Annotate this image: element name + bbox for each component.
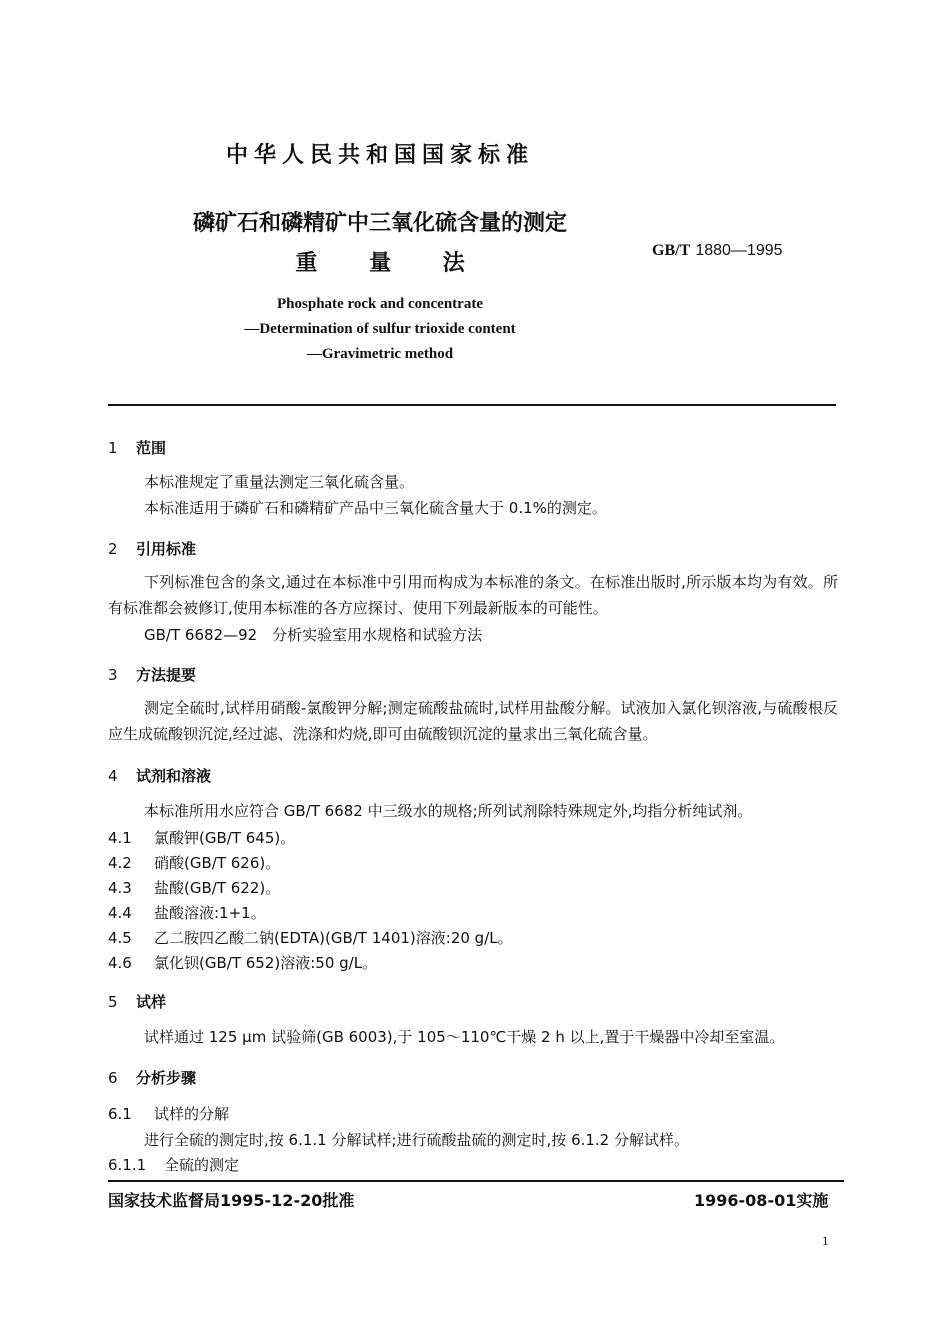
document-subtitle-cn: 重 量 法 (295, 251, 487, 276)
list-item (108, 952, 377, 973)
item-text: 氯化钡(GB/T 652)溶液:50 g/L。 (154, 954, 378, 972)
item-number: 4.5 (108, 929, 132, 947)
standard-code (652, 240, 783, 260)
standard-code-number: 1880—1995 (695, 242, 783, 259)
subsection-number: 6.1 (108, 1105, 132, 1123)
item-number: 4.3 (108, 879, 132, 897)
section-5-number: 5 (108, 993, 118, 1011)
section-3-heading (108, 664, 196, 685)
section-6-number: 6 (108, 1069, 118, 1087)
item-number: 4.4 (108, 904, 132, 922)
document-title-en-line3: —Gravimetric method (306, 346, 454, 362)
section-3-number: 3 (108, 666, 118, 684)
subsection-title: 全硫的测定 (164, 1156, 240, 1174)
item-number: 4.6 (108, 954, 132, 972)
section-1-title: 范围 (136, 439, 167, 457)
section-2-number: 2 (108, 540, 118, 558)
item-text: 硝酸(GB/T 626)。 (154, 854, 281, 872)
subsection-6-1-1 (108, 1154, 239, 1175)
list-item (108, 827, 295, 848)
implementation-date: 1996-08-01实施 (694, 1191, 829, 1210)
section-2-reference: GB/T 6682—92 分析实验室用水规格和试验方法 (144, 626, 483, 644)
list-item (108, 927, 513, 948)
section-4-number: 4 (108, 767, 118, 785)
standard-code-prefix: GB/T (652, 242, 691, 259)
list-item (108, 902, 266, 923)
section-2-heading (108, 538, 196, 559)
footer-divider (108, 1180, 844, 1182)
item-text: 氯酸钾(GB/T 645)。 (154, 829, 296, 847)
section-5-title: 试样 (136, 993, 167, 1011)
item-text: 盐酸(GB/T 622)。 (154, 879, 281, 897)
section-1-paragraph-2: 本标准适用于磷矿石和磷精矿产品中三氧化硫含量大于 0.1%的测定。 (144, 499, 607, 517)
header-divider (108, 404, 836, 406)
section-2-paragraph: 下列标准包含的条文,通过在本标准中引用而构成为本标准的条文。在标准出版时,所示版本均为有效。所有标准都会被修订,使用本标准的各方应探讨、使用下列最新版本的可能性。 (108, 573, 838, 617)
national-standard-heading: 中华人民共和国国家标准 (225, 143, 534, 168)
section-1-heading (108, 437, 166, 458)
section-3-paragraph: 测定全硫时,试样用硝酸-氯酸钾分解;测定硫酸盐硫时,试样用盐酸分解。试液加入氯化钡溶液,与硫酸根反应生成硫酸钡沉淀,经过滤、洗涤和灼烧,即可由硫酸钡沉淀的量求出三氧化硫含量。 (108, 699, 838, 743)
document-title-en-line1: Phosphate rock and concentrate (277, 296, 483, 312)
section-2-title: 引用标准 (136, 540, 197, 558)
page-number: 1 (822, 1233, 829, 1248)
section-3-title: 方法提要 (136, 666, 197, 684)
item-text: 盐酸溶液:1+1。 (154, 904, 266, 922)
document-title-en-line2: —Determination of sulfur trioxide content (244, 321, 516, 337)
subsection-6-1-paragraph: 进行全硫的测定时,按 6.1.1 分解试样;进行硫酸盐硫的测定时,按 6.1.2 分解试样。 (144, 1131, 689, 1149)
list-item (108, 852, 280, 873)
subsection-number: 6.1.1 (108, 1156, 147, 1174)
document-title-cn: 磷矿石和磷精矿中三氧化硫含量的测定 (192, 211, 567, 236)
approval-date: 国家技术监督局1995-12-20批准 (108, 1191, 355, 1210)
section-6-title: 分析步骤 (136, 1069, 197, 1087)
section-4-title: 试剂和溶液 (136, 767, 212, 785)
item-text: 乙二胺四乙酸二钠(EDTA)(GB/T 1401)溶液:20 g/L。 (154, 929, 513, 947)
item-number: 4.1 (108, 829, 132, 847)
section-6-heading (108, 1067, 196, 1088)
subsection-title: 试样的分解 (154, 1105, 230, 1123)
subsection-6-1 (108, 1103, 229, 1124)
section-5-paragraph: 试样通过 125 μm 试验筛(GB 6003),于 105～110℃干燥 2 h 以上,置于干燥器中冷却至室温。 (144, 1028, 785, 1046)
section-1-number: 1 (108, 439, 118, 457)
section-1-paragraph-1: 本标准规定了重量法测定三氧化硫含量。 (144, 473, 415, 491)
section-4-paragraph: 本标准所用水应符合 GB/T 6682 中三级水的规格;所列试剂除特殊规定外,均指分析纯试剂。 (144, 802, 753, 820)
section-5-heading (108, 991, 166, 1012)
section-4-heading (108, 765, 211, 786)
item-number: 4.2 (108, 854, 132, 872)
list-item (108, 877, 280, 898)
